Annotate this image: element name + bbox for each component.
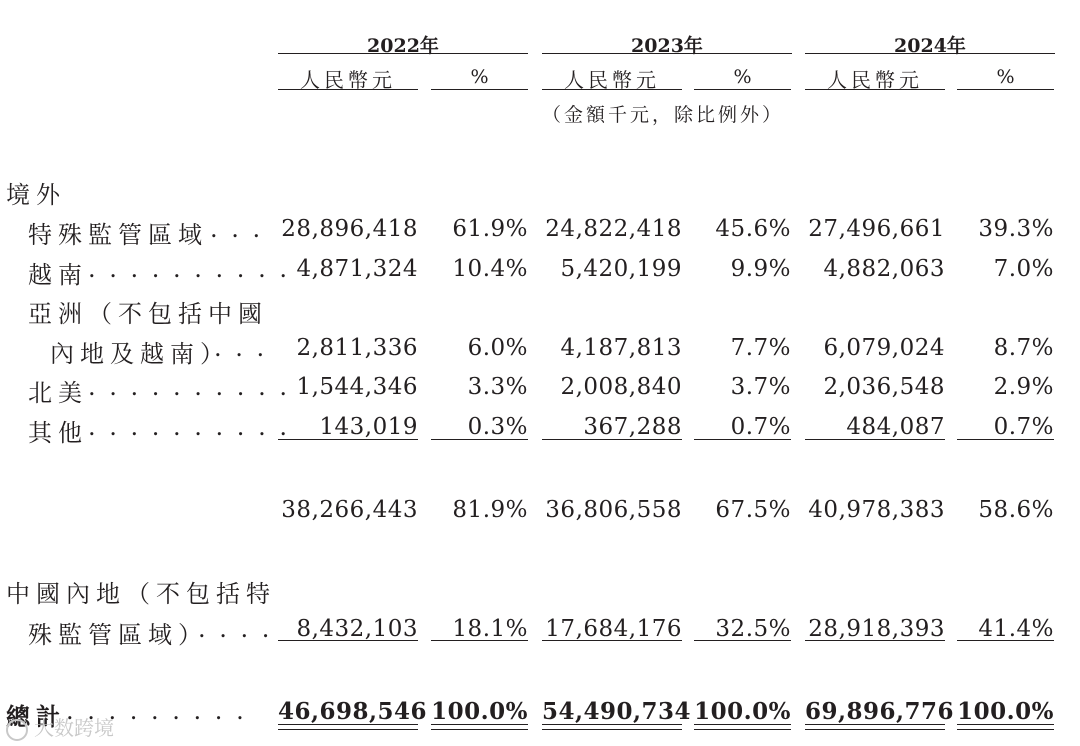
total-percent: 100.0%	[957, 698, 1054, 725]
cell-amount: 8,432,103	[296, 616, 418, 642]
section-title-mainland: 中國內地（不包括特	[6, 580, 276, 608]
cell-amount: 28,918,393	[808, 616, 945, 642]
sub-rule-2023-pct	[694, 89, 791, 90]
year-rule-2023	[542, 53, 792, 54]
row-label-other: 其他	[28, 419, 88, 447]
cell-percent: 0.7%	[993, 414, 1054, 440]
cell-percent: 8.7%	[993, 335, 1054, 361]
cell-percent: 3.3%	[467, 374, 528, 400]
cell-percent: 18.1%	[452, 616, 528, 642]
cell-amount: 2,036,548	[823, 374, 945, 400]
year-rule-2022	[278, 53, 528, 54]
total-amount: 69,896,776	[805, 698, 955, 725]
cell-amount: 2,811,336	[296, 335, 418, 361]
unit-note: （金額千元，除比例外）	[542, 104, 785, 126]
year-header-2023: 2023年	[631, 35, 703, 57]
cell-amount: 6,079,024	[823, 335, 945, 361]
row-label-total: 總計	[6, 702, 66, 731]
subtotal-percent: 67.5%	[715, 497, 791, 523]
currency-header-2022: 人民幣元	[300, 68, 396, 92]
total-rule-2022-pct	[431, 640, 528, 641]
cell-amount: 28,896,418	[281, 216, 418, 242]
subtotal-amount: 38,266,443	[281, 497, 418, 523]
total-amount: 46,698,546	[278, 698, 428, 725]
subtotal-rule-2023-amt	[542, 439, 682, 440]
total-rule-2022-amt	[278, 640, 418, 641]
subtotal-rule-2022-pct	[431, 439, 528, 440]
row-label-asia-line1: 亞洲（不包括中國	[28, 300, 268, 328]
total-rule-2023-pct	[694, 640, 791, 641]
total-rule-2024-amt	[805, 640, 945, 641]
sub-rule-2023-amt	[542, 89, 682, 90]
sub-rule-2024-amt	[805, 89, 945, 90]
cell-percent: 61.9%	[452, 216, 528, 242]
subtotal-rule-2024-amt	[805, 439, 945, 440]
cell-percent: 6.0%	[467, 335, 528, 361]
row-leader: . . . . . . . . . .	[88, 255, 290, 283]
cell-amount: 367,288	[583, 414, 682, 440]
year-header-2024: 2024年	[894, 35, 966, 57]
row-label-mainland: 殊監管區域）	[28, 621, 208, 649]
total-double-rule-2022-amt	[278, 724, 418, 730]
row-label-special-zone: 特殊監管區域	[28, 221, 208, 249]
sub-rule-2024-pct	[957, 89, 1054, 90]
subtotal-rule-2023-pct	[694, 439, 791, 440]
row-leader: . . .	[214, 334, 268, 362]
row-label-asia-line2: 內地及越南）	[50, 340, 230, 368]
watermark	[6, 712, 114, 741]
row-leader: . . . . . . . . . .	[88, 413, 290, 441]
subtotal-amount: 36,806,558	[545, 497, 682, 523]
row-leader: . . . . . . . . . .	[88, 373, 290, 401]
cell-percent: 45.6%	[715, 216, 791, 242]
percent-header-2023: %	[733, 66, 752, 88]
watermark-text: 大数跨境	[34, 716, 114, 740]
total-percent: 100.0%	[694, 698, 791, 725]
section-title-overseas: 境外	[6, 181, 66, 209]
cell-amount: 27,496,661	[808, 216, 945, 242]
cell-percent: 2.9%	[993, 374, 1054, 400]
subtotal-rule-2024-pct	[957, 439, 1054, 440]
cell-amount: 484,087	[846, 414, 945, 440]
cell-percent: 0.7%	[730, 414, 791, 440]
total-double-rule-2023-pct	[694, 724, 791, 730]
total-percent: 100.0%	[431, 698, 528, 725]
currency-header-2024: 人民幣元	[827, 68, 923, 92]
cell-amount: 4,882,063	[823, 256, 945, 282]
subtotal-percent: 58.6%	[978, 497, 1054, 523]
cell-percent: 32.5%	[715, 616, 791, 642]
cell-percent: 0.3%	[467, 414, 528, 440]
row-leader: . . . . . . . . .	[66, 697, 247, 725]
cell-percent: 7.7%	[730, 335, 791, 361]
cell-amount: 24,822,418	[545, 216, 682, 242]
subtotal-percent: 81.9%	[452, 497, 528, 523]
row-label-vietnam: 越南	[28, 261, 88, 289]
cell-amount: 5,420,199	[560, 256, 682, 282]
total-double-rule-2023-amt	[542, 724, 682, 730]
cell-amount: 17,684,176	[545, 616, 682, 642]
cell-amount: 2,008,840	[560, 374, 682, 400]
sub-rule-2022-amt	[278, 89, 418, 90]
row-label-north-america: 北美	[28, 379, 88, 407]
percent-header-2022: %	[470, 66, 489, 88]
cell-amount: 4,187,813	[560, 335, 682, 361]
total-rule-2024-pct	[957, 640, 1054, 641]
cell-percent: 9.9%	[730, 256, 791, 282]
cell-amount: 143,019	[319, 414, 418, 440]
cell-percent: 3.7%	[730, 374, 791, 400]
cell-amount: 1,544,346	[296, 374, 418, 400]
subtotal-rule-2022-amt	[278, 439, 418, 440]
total-rule-2023-amt	[542, 640, 682, 641]
cell-amount: 4,871,324	[296, 256, 418, 282]
cell-percent: 41.4%	[978, 616, 1054, 642]
total-amount: 54,490,734	[542, 698, 692, 725]
total-double-rule-2024-pct	[957, 724, 1054, 730]
percent-header-2024: %	[996, 66, 1015, 88]
year-header-2022: 2022年	[367, 35, 439, 57]
row-leader: . . . .	[198, 615, 273, 643]
row-leader: . . .	[210, 215, 264, 243]
total-double-rule-2022-pct	[431, 724, 528, 730]
total-double-rule-2024-amt	[805, 724, 945, 730]
cell-percent: 10.4%	[452, 256, 528, 282]
sub-rule-2022-pct	[431, 89, 528, 90]
watermark-logo-icon	[6, 719, 28, 741]
cell-percent: 39.3%	[978, 216, 1054, 242]
year-rule-2024	[805, 53, 1055, 54]
currency-header-2023: 人民幣元	[564, 68, 660, 92]
subtotal-amount: 40,978,383	[808, 497, 945, 523]
cell-percent: 7.0%	[993, 256, 1054, 282]
